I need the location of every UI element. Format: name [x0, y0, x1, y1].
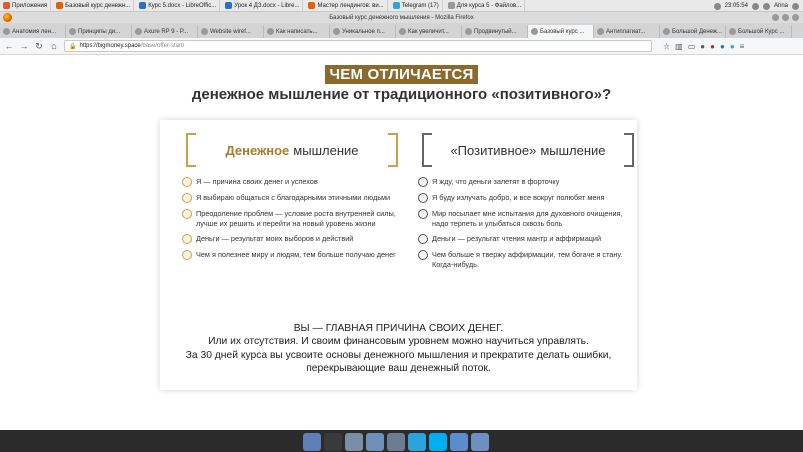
tab-favicon-icon: [267, 28, 274, 35]
lightbulb-head-icon: [418, 234, 428, 244]
heading-badge: ЧЕМ ОТЛИЧАЕТСЯ: [325, 65, 479, 84]
home-button[interactable]: ⌂: [51, 41, 57, 51]
app-icon: [448, 2, 455, 9]
text-editor-icon[interactable]: [450, 433, 468, 451]
os-taskbar: [0, 0, 803, 12]
tab-favicon-icon: [399, 28, 406, 35]
lightbulb-head-icon: [182, 250, 192, 260]
summary-text: [160, 322, 637, 375]
tab-label: Базовый курс ...: [540, 28, 585, 35]
summary-line: перекрывающие ваш денежный поток.: [306, 362, 491, 374]
dock: [0, 430, 803, 452]
money-thinking-column: [182, 133, 402, 266]
browser-tab[interactable]: [594, 25, 660, 38]
tab-label: Website wiref...: [210, 28, 251, 35]
browser-tab[interactable]: [396, 25, 462, 38]
sidebar-icon[interactable]: ▭: [687, 41, 696, 51]
library-icon[interactable]: ▥: [675, 41, 683, 51]
browser-title-bar: [0, 12, 803, 23]
lock-icon: 🔒: [69, 43, 77, 50]
taskbar-item-label: Курс 5.docx - LibreOffic...: [148, 2, 217, 9]
app-icon: [56, 2, 63, 9]
browser-tab[interactable]: [330, 25, 396, 38]
extension-icon[interactable]: ●: [729, 41, 735, 51]
tab-favicon-icon: [465, 28, 472, 35]
list-item-text: Я буду излучать добро, и все вокруг полюбят меня: [432, 193, 605, 202]
title-highlight: Денежное: [225, 142, 290, 158]
extension-icon[interactable]: ●: [700, 41, 706, 51]
web-page: [0, 55, 803, 430]
firefox-logo-icon: [3, 13, 12, 22]
volume-icon[interactable]: [714, 3, 721, 10]
taskbar-item-label: Для курса 5 - Файлов...: [456, 2, 522, 9]
taskbar-item-label: Базовый курс денежн...: [65, 2, 131, 9]
lightbulb-head-icon: [182, 234, 192, 244]
taskbar-item-label: Урок 4 ДЗ.docx - Libre...: [234, 2, 300, 9]
telegram-icon[interactable]: [408, 433, 426, 451]
list-item: [418, 209, 638, 228]
positive-thinking-title: [418, 133, 638, 167]
documents-icon[interactable]: [471, 433, 489, 451]
tab-favicon-icon: [3, 28, 10, 35]
taskbar-item[interactable]: [0, 0, 51, 11]
url-host: https://bigmoney.space: [79, 43, 141, 49]
app-icon: [139, 2, 146, 9]
minimize-icon[interactable]: [772, 14, 779, 21]
network-icon[interactable]: [752, 3, 759, 10]
taskbar-item[interactable]: [53, 0, 134, 11]
url-bar[interactable]: [64, 40, 652, 52]
app-icon: [225, 2, 232, 9]
list-item: [418, 193, 638, 203]
tab-favicon-icon: [597, 28, 604, 35]
bracket-decoration: [186, 133, 196, 167]
taskbar-item-label: Мастер лендингов: ви...: [317, 2, 384, 9]
close-window-icon[interactable]: [792, 14, 799, 21]
browser-tab-strip: [0, 23, 803, 38]
list-item-text: Мир посылает мне испытания для духовного очищения, надо терпеть и улыбаться сквозь боль: [432, 209, 623, 228]
lightbulb-head-icon: [418, 250, 428, 260]
browser-tab[interactable]: [132, 25, 198, 38]
reload-button[interactable]: ↻: [35, 40, 43, 51]
image-viewer-icon[interactable]: [345, 433, 363, 451]
list-item: [418, 234, 638, 244]
navigation-toolbar: [0, 38, 803, 55]
tab-favicon-icon: [663, 28, 670, 35]
tab-favicon-icon: [135, 28, 142, 35]
browser-tab[interactable]: [264, 25, 330, 38]
browser-tab[interactable]: [198, 25, 264, 38]
browser-tab[interactable]: [0, 25, 66, 38]
comparison-card: [160, 120, 637, 390]
list-item: [182, 177, 402, 187]
taskbar-item-label: Telegram (17): [401, 2, 439, 9]
title-highlight: «Позитивное»: [450, 142, 537, 158]
summary-line: Или их отсутствия. И своим финансовым уровнем можно научиться управлять.: [208, 336, 589, 348]
user-name: Anna: [773, 3, 788, 9]
pinterest-icon[interactable]: ●: [710, 41, 715, 51]
list-item: [418, 177, 638, 187]
tab-label: Анатомия лен...: [12, 28, 57, 35]
lightbulb-head-icon: [182, 209, 192, 219]
tab-label: Axure RP 9 - P...: [144, 28, 189, 35]
list-item-text: Чем я полезнее миру и людям, тем больше получаю денег: [196, 250, 396, 259]
heading-subtitle: денежное мышление от традиционного «позитивного»?: [191, 86, 612, 103]
browser-tab[interactable]: [660, 25, 726, 38]
url-path: /base/offer-start/: [140, 43, 185, 49]
lightbulb-head-icon: [418, 177, 428, 187]
taskbar-item[interactable]: [390, 0, 443, 11]
window-title: Базовый курс денежного мышления - Mozilla Firefox: [329, 14, 474, 21]
lightbulb-head-icon: [418, 209, 428, 219]
title-rest: мышление: [293, 142, 359, 158]
app-icon: [393, 2, 400, 9]
taskbar-item[interactable]: [136, 0, 220, 11]
browser-tab[interactable]: [726, 25, 792, 38]
browser-tab[interactable]: [462, 25, 528, 38]
positive-thinking-column: [418, 133, 638, 275]
list-item-text: Я жду, что деньги залетят в форточку: [432, 177, 560, 186]
terminal-icon[interactable]: [324, 433, 342, 451]
tab-label: Как увеличит...: [408, 28, 449, 35]
bluetooth-icon[interactable]: [763, 3, 770, 10]
list-item-text: Чем больше я твержу аффирмации, тем богаче я стану. Когда-нибудь.: [432, 250, 623, 269]
list-item-text: Деньги — результат моих выборов и действий: [196, 234, 354, 243]
tab-favicon-icon: [201, 28, 208, 35]
power-icon[interactable]: [792, 3, 799, 10]
tab-favicon-icon: [531, 28, 538, 35]
list-item-text: Преодоление проблем — условие роста внутренней силы, лучше их решить и перейти на новый уровень жизни: [196, 209, 396, 228]
extension-icon[interactable]: ●: [719, 41, 725, 51]
list-item: [182, 209, 402, 228]
page-heading: [0, 65, 803, 103]
browser-tab[interactable]: [66, 25, 132, 38]
back-button[interactable]: ←: [4, 41, 14, 51]
lightbulb-head-icon: [182, 193, 192, 203]
tab-label: Продвинутый...: [474, 28, 517, 35]
tab-favicon-icon: [333, 28, 340, 35]
list-item-text: Я выбираю общаться с благодарными этичными людьми: [196, 193, 391, 202]
tab-label: Принципы ди...: [78, 28, 121, 35]
positive-thinking-list: [418, 177, 638, 269]
tab-label: Уникальное п...: [342, 28, 385, 35]
list-item: [182, 193, 402, 203]
browser-icon[interactable]: [366, 433, 384, 451]
tab-label: Большой Курс ...: [738, 28, 785, 35]
bracket-decoration: [388, 133, 398, 167]
tab-label: Большой Денеж...: [672, 28, 722, 35]
taskbar-item[interactable]: [222, 0, 303, 11]
list-item-text: Деньги — результат чтения мантр и аффирмаций: [432, 234, 602, 243]
skype-icon[interactable]: [429, 433, 447, 451]
app-icon: [308, 2, 315, 9]
tab-favicon-icon: [729, 28, 736, 35]
list-item: [182, 234, 402, 244]
list-item: [182, 250, 402, 260]
money-thinking-list: [182, 177, 402, 260]
taskbar-item-label: Приложения: [12, 2, 48, 9]
file-manager-icon[interactable]: [303, 433, 321, 451]
system-tray: [710, 0, 803, 12]
lightbulb-head-icon: [182, 177, 192, 187]
money-thinking-title: [182, 133, 402, 167]
clock: 23:05:54: [724, 3, 748, 9]
tab-label: Антиплагиат...: [606, 28, 646, 35]
search-icon[interactable]: [387, 433, 405, 451]
summary-line: ВЫ — ГЛАВНАЯ ПРИЧИНА СВОИХ ДЕНЕГ.: [293, 323, 504, 334]
maximize-icon[interactable]: [782, 14, 789, 21]
list-item: [418, 250, 638, 269]
summary-line: За 30 дней курса вы усвоите основы денежного мышления и прекратите делать ошибки,: [185, 349, 612, 361]
browser-tab[interactable]: [528, 25, 594, 38]
tab-label: Как написать...: [276, 28, 318, 35]
taskbar-item[interactable]: [305, 0, 387, 11]
app-icon: [3, 2, 10, 9]
lightbulb-head-icon: [418, 193, 428, 203]
bracket-decoration: [422, 133, 432, 167]
forward-button[interactable]: →: [19, 41, 29, 51]
menu-icon[interactable]: ≡: [739, 41, 745, 51]
taskbar-item[interactable]: [445, 0, 525, 11]
list-item-text: Я — причина своих денег и успехов: [196, 177, 318, 186]
tab-favicon-icon: [69, 28, 76, 35]
bracket-decoration: [624, 133, 634, 167]
title-rest: мышление: [540, 142, 606, 158]
star-bookmark-icon[interactable]: ☆: [663, 41, 671, 51]
